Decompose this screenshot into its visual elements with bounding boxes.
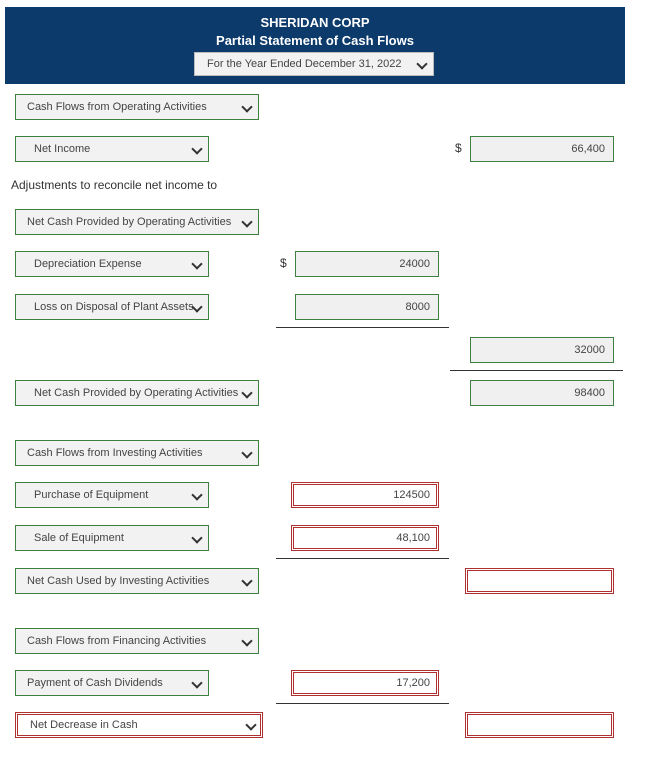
chevron-down-icon [241,387,252,398]
chevron-down-icon [191,143,202,154]
sale-equipment-select[interactable] [15,525,209,551]
select-value: Cash Flows from Investing Activities [27,447,203,459]
select-value: Loss on Disposal of Plant Assets [34,301,194,313]
net-cash-operating-amount[interactable]: 98400 [470,380,614,406]
select-value: Net Decrease in Cash [30,719,138,731]
chevron-down-icon [416,58,427,69]
net-cash-operating-heading-select[interactable] [15,209,259,235]
adjustments-total-amount[interactable]: 32000 [470,337,614,363]
chevron-down-icon [191,489,202,500]
operating-heading-select[interactable] [15,94,259,120]
select-value: Depreciation Expense [34,258,142,270]
select-value: Net Cash Used by Investing Activities [27,575,210,587]
loss-on-disposal-select[interactable] [15,294,209,320]
chevron-down-icon [191,677,202,688]
select-value: Payment of Cash Dividends [27,677,163,689]
purchase-equipment-amount[interactable]: 124500 [291,482,439,508]
period-select[interactable] [194,52,434,76]
chevron-down-icon [245,719,256,730]
net-cash-operating-select[interactable] [15,380,259,406]
cash-dividends-amount[interactable]: 17,200 [291,670,439,696]
net-decrease-cash-amount[interactable] [465,712,614,738]
cash-dividends-select[interactable] [15,670,209,696]
purchase-equipment-select[interactable] [15,482,209,508]
net-income-amount[interactable]: 66,400 [470,136,614,162]
chevron-down-icon [241,635,252,646]
net-cash-investing-select[interactable] [15,568,259,594]
period-select-value: For the Year Ended December 31, 2022 [207,58,402,70]
statement-title: Partial Statement of Cash Flows [216,33,414,48]
subtotal-rule [276,703,449,704]
chevron-down-icon [241,101,252,112]
select-value: Cash Flows from Financing Activities [27,635,207,647]
chevron-down-icon [241,216,252,227]
select-value: Net Income [34,143,91,155]
select-value: Net Cash Provided by Operating Activities [34,387,239,399]
chevron-down-icon [191,258,202,269]
subtotal-rule [276,327,449,328]
depreciation-select[interactable] [15,251,209,277]
chevron-down-icon [191,532,202,543]
net-cash-investing-amount[interactable] [465,568,614,594]
investing-heading-select[interactable] [15,440,259,466]
select-value: Net Cash Provided by Operating Activities [27,216,232,228]
currency-symbol: $ [455,141,462,155]
statement-header [5,7,625,84]
company-name: SHERIDAN CORP [260,15,370,30]
chevron-down-icon [241,575,252,586]
financing-heading-select[interactable] [15,628,259,654]
loss-on-disposal-amount[interactable]: 8000 [295,294,439,320]
net-income-select[interactable] [15,136,209,162]
select-value: Sale of Equipment [34,532,124,544]
select-value: Purchase of Equipment [34,489,149,501]
select-value: Cash Flows from Operating Activities [27,101,207,113]
total-rule [450,370,623,371]
currency-symbol: $ [280,256,287,270]
subtotal-rule [276,558,449,559]
sale-equipment-amount[interactable]: 48,100 [291,525,439,551]
depreciation-amount[interactable]: 24000 [295,251,439,277]
chevron-down-icon [241,447,252,458]
net-decrease-cash-select[interactable] [15,712,263,738]
adjustments-text: Adjustments to reconcile net income to [11,178,218,192]
